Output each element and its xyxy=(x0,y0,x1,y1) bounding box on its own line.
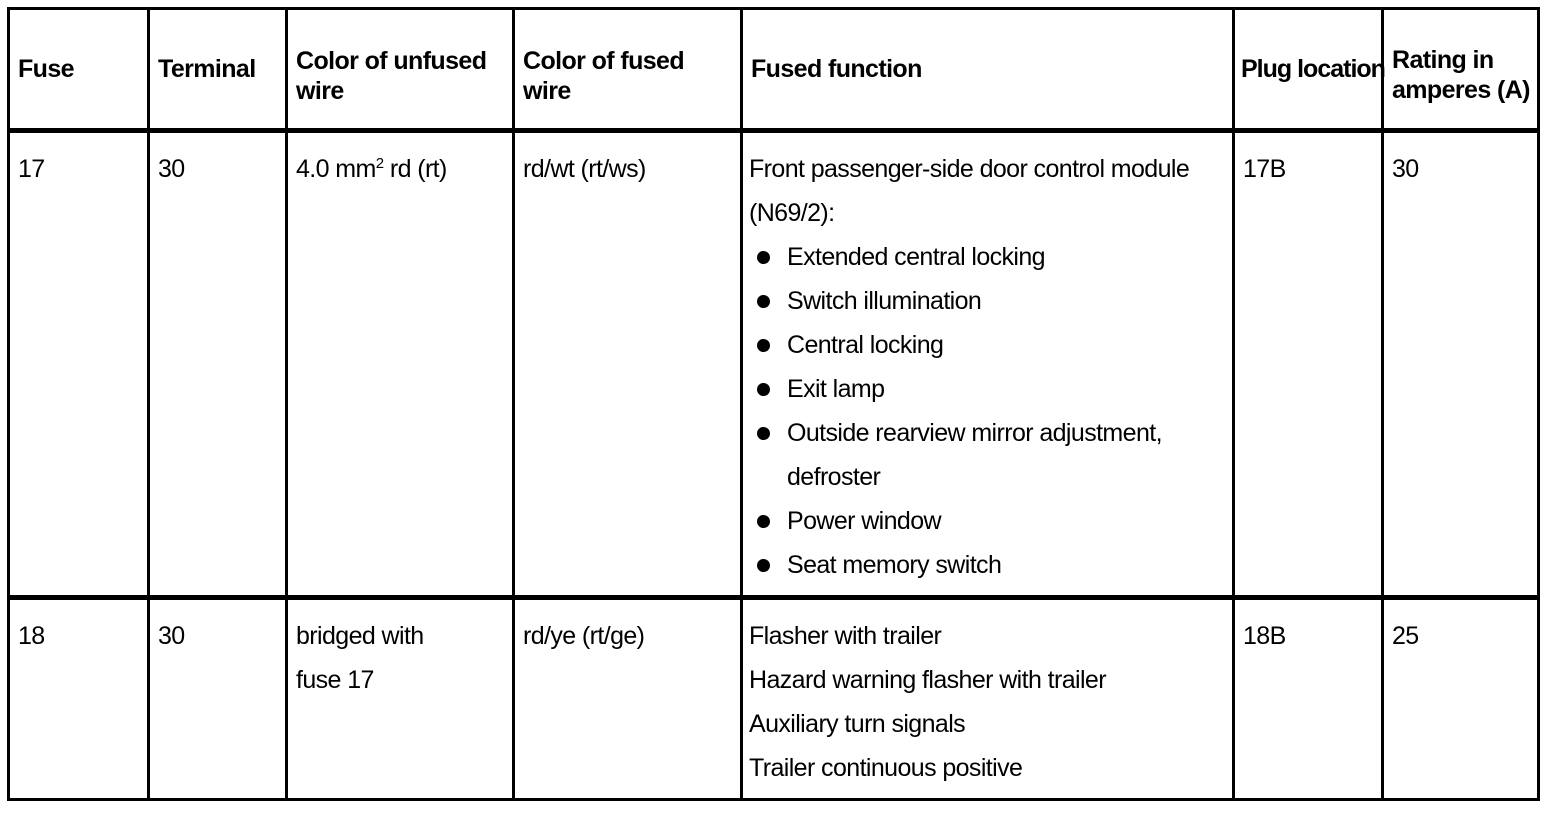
bullet-icon xyxy=(757,295,770,308)
plug-location: 17B xyxy=(1234,131,1383,598)
table-row xyxy=(9,598,1539,800)
function-line-list xyxy=(749,614,1228,790)
terminal-value: 30 xyxy=(149,598,287,800)
list-item xyxy=(749,279,1228,323)
list-item-text: Central locking xyxy=(787,331,944,359)
header-unfused-wire-color: Color of unfused wire xyxy=(287,9,514,131)
list-item-text: Extended central locking xyxy=(787,243,1045,271)
list-item-text: Outside rearview mirror adjustment, defroster xyxy=(787,419,1162,491)
fused-function xyxy=(742,598,1234,800)
list-item xyxy=(749,499,1228,543)
terminal-value: 30 xyxy=(149,131,287,598)
unfused-wire-suffix: rd (rt) xyxy=(383,155,447,183)
list-item-text: Power window xyxy=(787,507,941,535)
plug-location: 18B xyxy=(1234,598,1383,800)
bullet-icon xyxy=(757,339,770,352)
header-fused-function: Fused function xyxy=(742,9,1234,131)
bullet-icon xyxy=(757,427,770,440)
list-item: Hazard warning flasher with trailer xyxy=(749,666,1106,694)
header-fuse: Fuse xyxy=(9,9,149,131)
list-item xyxy=(749,235,1228,279)
bullet-icon xyxy=(757,383,770,396)
list-item-text: Seat memory switch xyxy=(787,551,1002,579)
list-item xyxy=(749,543,1228,587)
header-rating: Rating in amperes (A) xyxy=(1383,9,1539,131)
unfused-wire-color xyxy=(287,131,514,598)
list-item xyxy=(749,411,1228,499)
list-item: Flasher with trailer xyxy=(749,622,942,650)
unfused-wire-prefix: 4.0 mm xyxy=(296,155,376,183)
header-plug-location: Plug location xyxy=(1234,9,1383,131)
bullet-icon xyxy=(757,251,770,264)
fuse-number: 18 xyxy=(9,598,149,800)
fused-function xyxy=(742,131,1234,598)
fused-wire-color: rd/ye (rt/ge) xyxy=(514,598,742,800)
fuse-number: 17 xyxy=(9,131,149,598)
list-item-text: Switch illumination xyxy=(787,287,982,315)
list-item xyxy=(749,323,1228,367)
table-row xyxy=(9,131,1539,598)
bullet-icon xyxy=(757,515,770,528)
function-lead: Front passenger-side door control module (N69/2): xyxy=(749,155,1190,227)
bullet-icon xyxy=(757,559,770,572)
rating-amperes: 30 xyxy=(1383,131,1539,598)
list-item: Trailer continuous positive xyxy=(749,754,1023,782)
fuse-table xyxy=(7,7,1540,801)
list-item xyxy=(749,367,1228,411)
header-terminal: Terminal xyxy=(149,9,287,131)
rating-amperes: 25 xyxy=(1383,598,1539,800)
list-item-text: Exit lamp xyxy=(787,375,885,403)
header-row xyxy=(9,9,1539,131)
fused-wire-color: rd/wt (rt/ws) xyxy=(514,131,742,598)
header-fused-wire-color: Color of fused wire xyxy=(514,9,742,131)
unfused-wire-superscript: 2 xyxy=(375,155,384,172)
unfused-wire-color: bridged with fuse 17 xyxy=(287,598,514,800)
list-item: Auxiliary turn signals xyxy=(749,710,966,738)
function-bullet-list xyxy=(749,235,1228,587)
